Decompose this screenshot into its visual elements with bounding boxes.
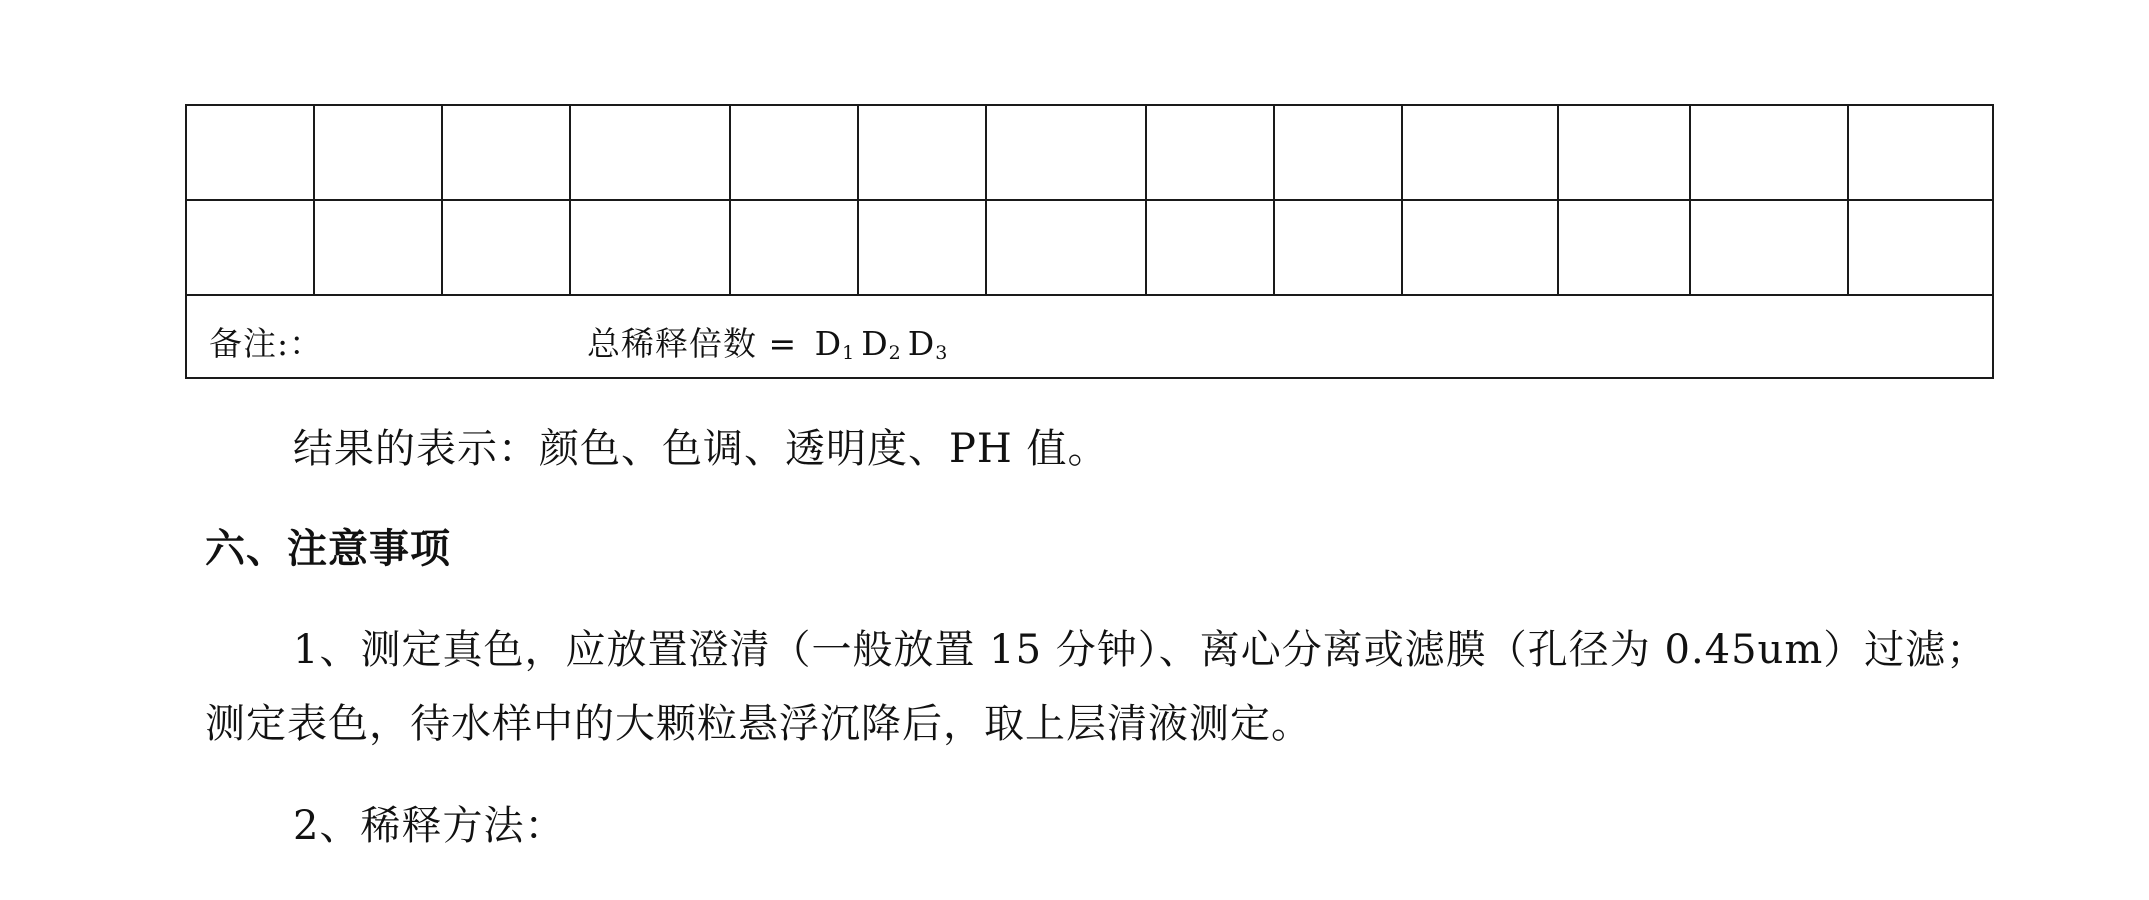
table-cell — [986, 200, 1146, 295]
table-cell — [1558, 105, 1690, 200]
dilution-formula-prefix: 总稀释倍数 = — [587, 324, 809, 363]
remarks-cell — [186, 295, 1993, 378]
section-heading: 六、注意事项 — [205, 526, 451, 572]
table-cell — [314, 200, 442, 295]
remarks-label: 备注:： — [209, 324, 324, 363]
table-cell — [442, 200, 570, 295]
table-cell — [570, 105, 730, 200]
table-cell — [730, 105, 858, 200]
table-cell — [986, 105, 1146, 200]
note-2: 2、稀释方法： — [293, 803, 566, 849]
table-cell — [1848, 105, 1993, 200]
table-cell — [1402, 200, 1558, 295]
table-cell — [1274, 105, 1402, 200]
table-row — [186, 200, 1993, 295]
dilution-term: $D_2$ — [861, 324, 902, 364]
dilution-term: $D_3$ — [907, 324, 949, 364]
note-1-line-2: 测定表色，待水样中的大颗粒悬浮沉降后，取上层清液测定。 — [205, 701, 1312, 747]
table-cell — [1274, 200, 1402, 295]
remarks-row — [186, 295, 1993, 378]
table-cell — [1558, 200, 1690, 295]
dilution-formula — [587, 318, 948, 365]
table-cell — [1690, 105, 1848, 200]
table-cell — [186, 105, 314, 200]
table-cell — [1690, 200, 1848, 295]
dilution-term: $D_1$ — [814, 324, 856, 364]
table-cell — [1848, 200, 1993, 295]
table-cell — [1146, 105, 1274, 200]
table-cell — [570, 200, 730, 295]
table-cell — [442, 105, 570, 200]
dilution-record-table — [185, 104, 1994, 379]
table-cell — [858, 105, 986, 200]
table-row — [186, 105, 1993, 200]
table-cell — [1402, 105, 1558, 200]
table-cell — [730, 200, 858, 295]
table-cell — [1146, 200, 1274, 295]
table-cell — [186, 200, 314, 295]
table-cell — [858, 200, 986, 295]
table-cell — [314, 105, 442, 200]
result-representation-line: 结果的表示：颜色、色调、透明度、PH 值。 — [293, 426, 1109, 472]
note-1-line-1: 1、测定真色，应放置澄清（一般放置 15 分钟）、离心分离或滤膜（孔径为 0.45um）过滤； — [293, 627, 1988, 673]
